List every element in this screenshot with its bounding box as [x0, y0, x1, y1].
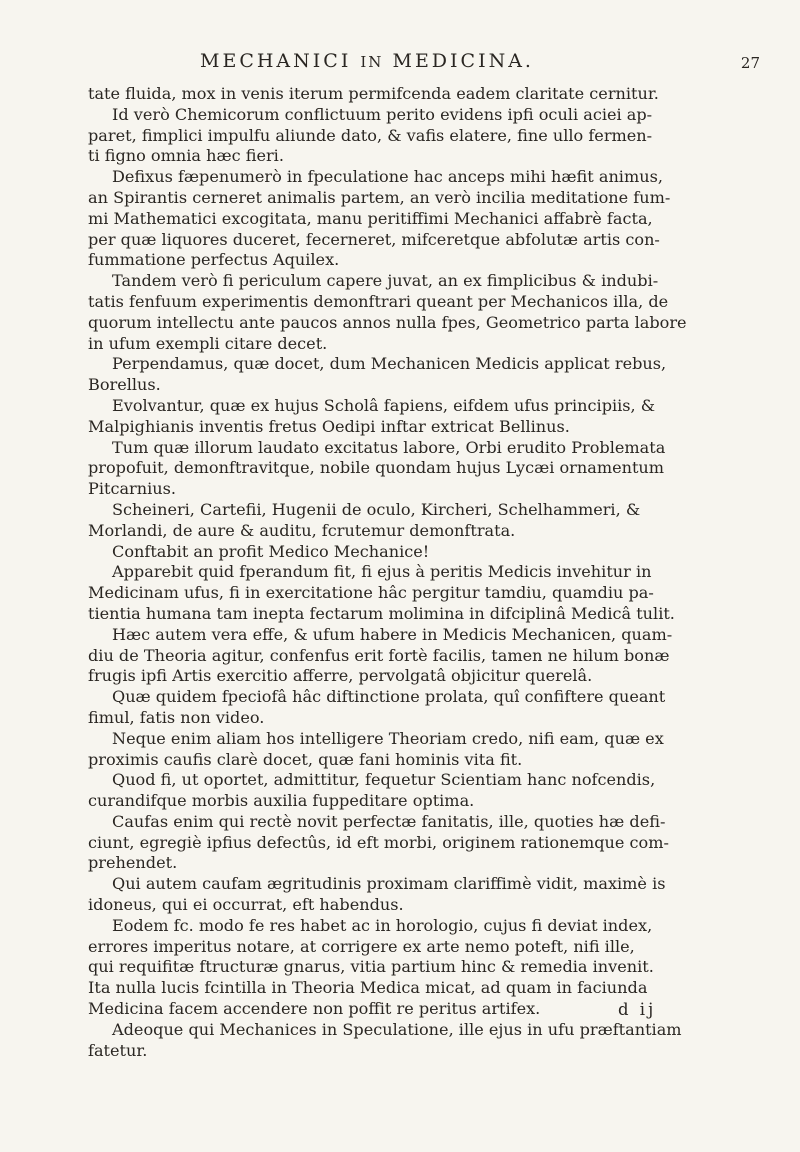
- text-line: quorum intellectu ante paucos annos nulla fpes, Geometrico parta labore: [88, 312, 687, 332]
- text-line: Eodem fc. modo fe res habet ac in horologio, cujus fi deviat index,: [112, 915, 653, 935]
- text-line: per quæ liquores duceret, fecerneret, mifceretque abfolutæ artis con-: [88, 229, 660, 249]
- text-line: idoneus, qui ei occurrat, eft habendus.: [88, 895, 404, 915]
- text-line: in ufum exempli citare decet.: [88, 333, 328, 353]
- text-line: Scheineri, Cartefii, Hugenii de oculo, Kircheri, Schelhammeri, &: [112, 499, 641, 519]
- text-line: paret, fimplici impulfu aliunde dato, & vafis elatere, fine ullo fermen-: [88, 125, 653, 145]
- header-title-mechanici: MECHANICI: [200, 50, 352, 72]
- page-number: 27: [740, 54, 760, 72]
- text-line: Qui autem caufam ægritudinis proximam clariffimè vidit, maximè is: [112, 874, 666, 894]
- text-line: frugis ipfi Artis exercitio afferre, pervolgatâ objicitur querelâ.: [88, 666, 593, 686]
- text-line: propofuit, demonftravitque, nobile quondam hujus Lycæi ornamentum: [88, 458, 665, 478]
- text-line: Pitcarnius.: [88, 479, 176, 499]
- text-line: Evolvantur, quæ ex hujus Scholâ fapiens, eifdem ufus principiis, &: [112, 395, 656, 415]
- text-line: ti figno omnia hæc fieri.: [88, 146, 284, 166]
- text-line: fatetur.: [88, 1040, 148, 1060]
- text-line: errores imperitus notare, at corrigere ex arte nemo poteft, nifi ille,: [88, 936, 635, 956]
- text-line: Medicina facem accendere non poffit re peritus artifex.: [88, 999, 541, 1019]
- text-line: Neque enim aliam hos intelligere Theoriam credo, nifi eam, quæ ex: [112, 728, 664, 748]
- text-line: prehendet.: [88, 853, 178, 873]
- signature-mark: d ij: [618, 1000, 657, 1019]
- text-line: Quod fi, ut oportet, admittitur, fequetur Scientiam hanc nofcendis,: [112, 770, 656, 790]
- text-line: Tandem verò fi periculum capere juvat, an ex fimplicibus & indubi-: [112, 271, 659, 291]
- text-line: tate fluida, mox in venis iterum permifcenda eadem claritate cernitur.: [88, 84, 659, 103]
- header-title-medicina: MEDICINA.: [392, 50, 534, 72]
- text-line: Tum quæ illorum laudato excitatus labore, Orbi erudito Problemata: [112, 437, 666, 457]
- header-title-in: IN: [360, 53, 384, 71]
- text-line: Caufas enim qui rectè novit perfectæ fanitatis, ille, quoties hæ defi-: [112, 811, 666, 831]
- text-line: Adeoque qui Mechanices in Speculatione, ille ejus in ufu præftantiam: [112, 1019, 682, 1039]
- text-line: fummatione perfectus Aquilex.: [88, 250, 340, 270]
- text-line: tientia humana tam inepta fectarum molimina in difciplinâ Medicâ tulit.: [88, 603, 675, 623]
- text-line: ciunt, egregiè ipfius defectûs, id eft morbi, originem rationemque com-: [88, 832, 669, 852]
- running-header: [200, 50, 760, 72]
- text-line: Quæ quidem fpeciofâ hâc diftinctione prolata, quî confiftere queant: [112, 687, 666, 707]
- text-line: an Spirantis cerneret animalis partem, an verò incilia meditatione fum-: [88, 187, 671, 207]
- text-line: Hæc autem vera effe, & ufum habere in Medicis Mechanicen, quam-: [112, 624, 673, 644]
- text-line: Ita nulla lucis fcintilla in Theoria Medica micat, ad quam in faciunda: [88, 978, 648, 998]
- text-line: Medicinam ufus, fi in exercitatione hâc pergitur tamdiu, quamdiu pa-: [88, 583, 654, 603]
- text-line: Malpighianis inventis fretus Oedipi inftar extricat Bellinus.: [88, 416, 570, 436]
- text-line: proximis caufis clarè docet, quæ fani hominis vita fit.: [88, 749, 523, 769]
- text-line: Morlandi, de aure & auditu, fcrutemur demonftrata.: [88, 520, 516, 540]
- text-line: qui requifitæ ftructuræ gnarus, vitia partium hinc & remedia invenit.: [88, 957, 654, 977]
- body-text: [88, 84, 768, 1061]
- text-line: Id verò Chemicorum conflictuum perito evidens ipfi oculi aciei ap-: [112, 104, 653, 124]
- text-line: Perpendamus, quæ docet, dum Mechanicen Medicis applicat rebus,: [112, 354, 667, 374]
- text-line: curandifque morbis auxilia fuppeditare optima.: [88, 791, 475, 811]
- text-line: Conftabit an profit Medico Mechanice!: [112, 541, 430, 561]
- text-line: Defixus fæpenumerò in fpeculatione hac anceps mihi hæfit animus,: [112, 167, 663, 187]
- text-line: diu de Theoria agitur, confenfus erit fortè facilis, tamen ne hilum bonæ: [88, 645, 670, 665]
- text-line: fimul, fatis non video.: [88, 707, 265, 727]
- text-line: tatis fenfuum experimentis demonftrari queant per Mechanicos illa, de: [88, 291, 669, 311]
- text-line: Apparebit quid fperandum fit, fi ejus à peritis Medicis invehitur in: [112, 562, 652, 582]
- text-line: mi Mathematici excogitata, manu peritiffimi Mechanici affabrè facta,: [88, 208, 653, 228]
- text-line: Borellus.: [88, 375, 161, 395]
